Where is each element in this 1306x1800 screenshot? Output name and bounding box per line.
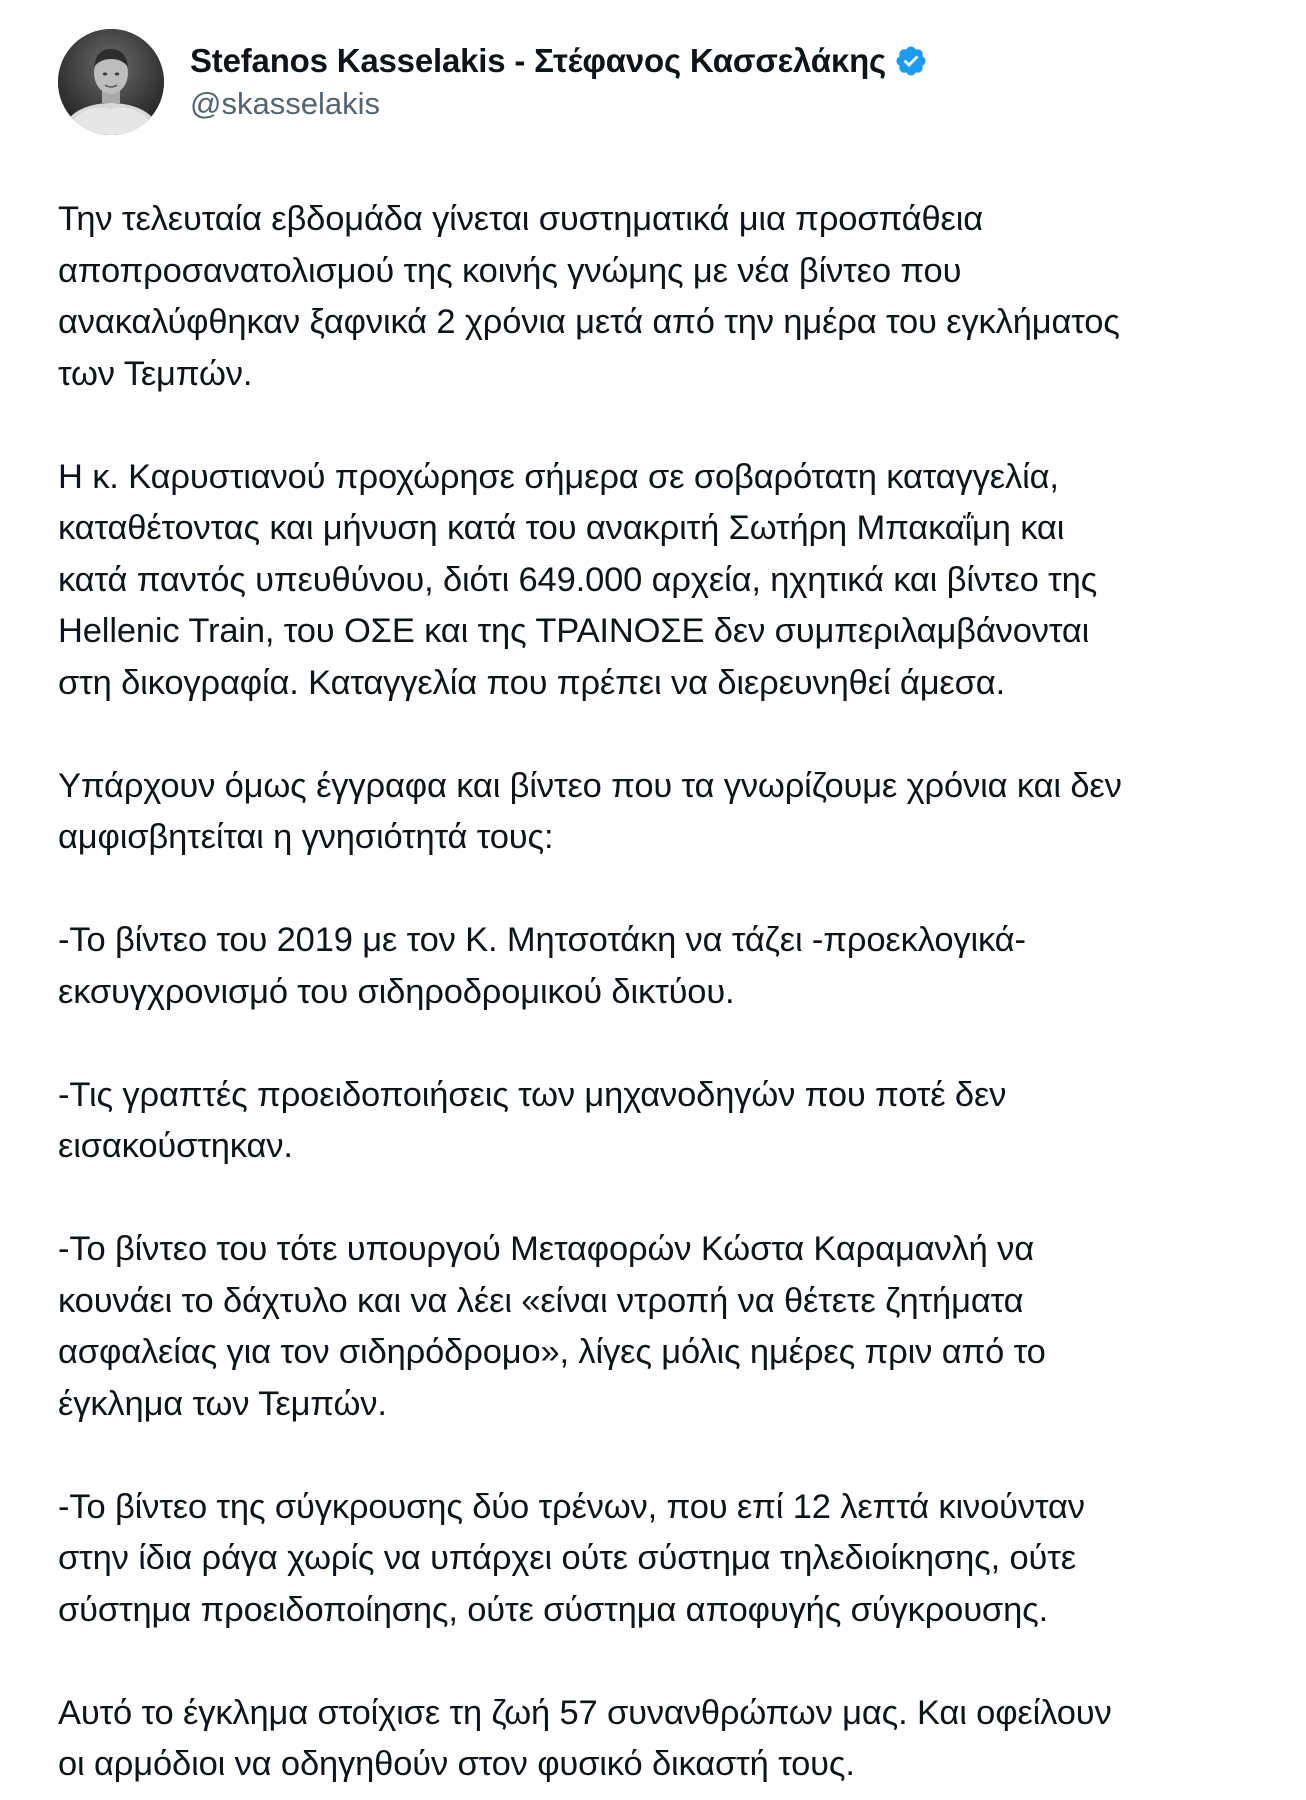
tweet-paragraph: Η κ. Καρυστιανού προχώρησε σήμερα σε σοβαρότατη καταγγελία, καταθέτοντας και μήνυση κατά του ανακριτή Σωτήρη Μπακαΐμη και κατά παντός υπευθύνου, διότι 649.000 αρχεία, ηχητικά και βίντεο της Hellenic Train, του ΟΣΕ και της ΤΡΑΙΝΟΣΕ δεν συμπεριλαμβάνονται στη δικογραφία. Καταγγελία που πρέπει να διερευνηθεί άμεσα. (58, 457, 1098, 702)
display-name[interactable]: Stefanos Kasselakis - Στέφανος Κασσελάκης (190, 42, 887, 79)
tweet-text (58, 194, 1268, 1791)
author-names (190, 42, 928, 122)
tweet-paragraph: -Τις γραπτές προειδοποιήσεις των μηχανοδηγών που ποτέ δεν εισακούστηκαν. (58, 1075, 1007, 1165)
tweet-header (58, 28, 928, 136)
tweet-paragraph: -Το βίντεο του 2019 με τον Κ. Μητσοτάκη να τάζει -προεκλογικά- εκσυγχρονισμό του σιδηροδρομικού δικτύου. (58, 921, 1026, 1011)
avatar[interactable] (58, 29, 164, 135)
tweet-paragraph: -Το βίντεο της σύγκρουσης δύο τρένων, που επί 12 λεπτά κινούνταν στην ίδια ράγα χωρίς να υπάρχει ούτε σύστημα τηλεδιοίκησης, ούτε σύστημα προειδοποίησης, ούτε σύστημα αποφυγής σύγκρουσης. (58, 1487, 1085, 1629)
tweet-paragraph: Την τελευταία εβδομάδα γίνεται συστηματικά μια προσπάθεια αποπροσανατολισμού της κοινής γνώμης με νέα βίντεο που ανακαλύφθηκαν ξαφνικά 2 χρόνια μετά από την ημέρα του εγκλήματος των Τεμπών. (58, 200, 1120, 393)
name-row (190, 42, 928, 80)
tweet-paragraph: Υπάρχουν όμως έγγραφα και βίντεο που τα γνωρίζουμε χρόνια και δεν αμφισβητείται η γνησιότητά τους: (58, 766, 1122, 856)
handle[interactable]: @skasselakis (190, 86, 380, 121)
profile-photo-icon (58, 29, 164, 135)
verified-badge-icon (894, 44, 928, 78)
tweet-paragraph: -Το βίντεο του τότε υπουργού Μεταφορών Κώστα Καραμανλή να κουνάει το δάχτυλο και να λέει «είναι ντροπή να θέτετε ζητήματα ασφαλείας για τον σιδηρόδρομο», λίγες μόλις ημέρες πριν από το έγκλημα των Τεμπών. (58, 1230, 1046, 1423)
tweet-paragraph: Αυτό το έγκλημα στοίχισε τη ζωή 57 συνανθρώπων μας. Και οφείλουν οι αρμόδιοι να οδηγηθούν στον φυσικό δικαστή τους. (58, 1693, 1112, 1783)
